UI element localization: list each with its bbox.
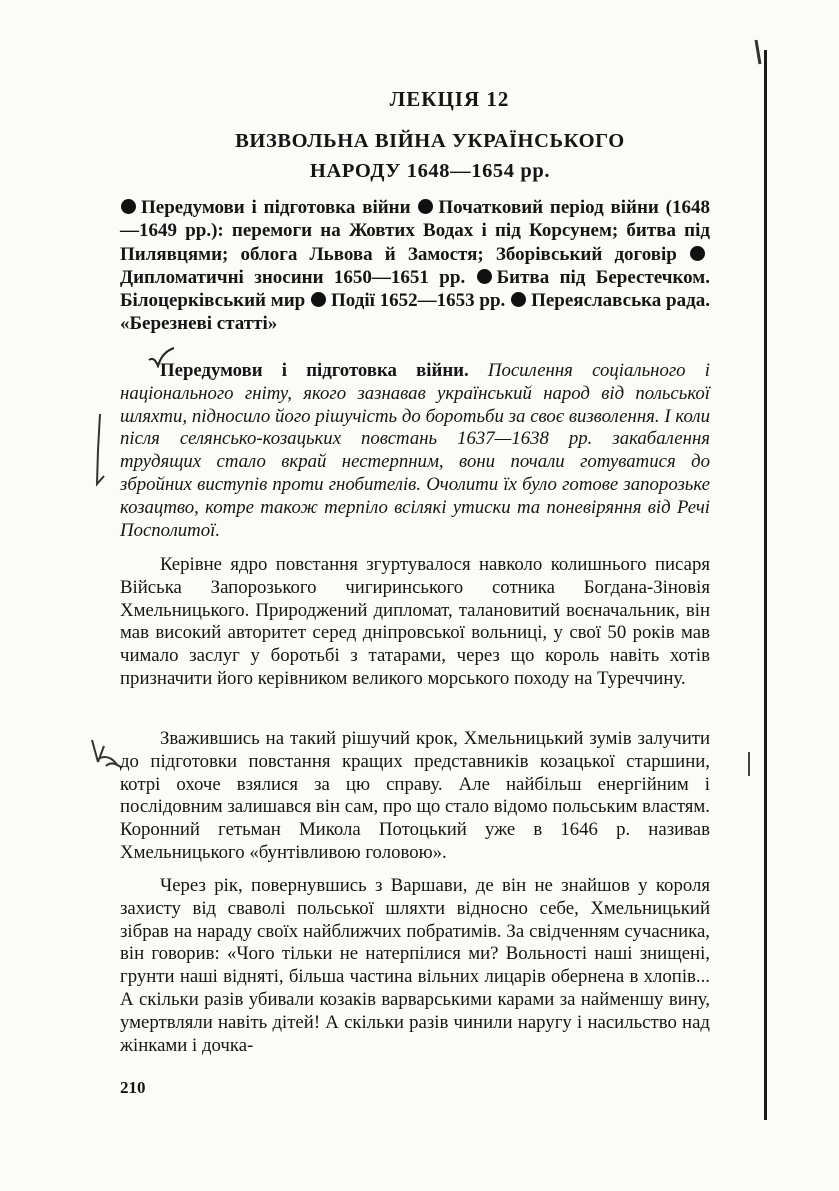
corner-mark [742, 30, 766, 70]
summary-item: Дипломатичні зносини 1650—1651 рр. [120, 266, 466, 288]
bullet-icon [121, 199, 136, 214]
margin-bracket-mark [88, 410, 108, 490]
summary-item: Початковий період війни (1648—1649 рр.): перемоги на Жовтих Водах і під Корсунем; битва під Пилявцями; облога Львова й Замостя; Зборівський договір [120, 197, 710, 265]
intro-paragraph [120, 360, 710, 542]
body-paragraph-1: Керівне ядро повстання згуртувалося навколо колишнього писаря Війська Запорозького чигиринського сотника Богдана-Зіновія Хмельницького. Природжений дипломат, талановитий воєначальник, він мав високий авторитет серед дніпровської вольниці, у свої 50 років мав чимало заслуг у боротьбі з татарами, через що король навіть хотів призначити його керівником великого морського походу на Туреччину. [120, 554, 710, 689]
summary-item: Переяславська рада. «Березневі статті» [120, 290, 710, 335]
summary-item: Події 1652—1653 рр. [330, 290, 506, 312]
intro-text: Посилення соціального і національного гніту, якого зазнавав український народ від польської шляхти, підносило його рішучість до боротьби за своє визволення. І коли після селянсько-козацьких повстань 1637—1638 рр. закабалення трудящих стало вкрай нестерпним, вони почали готуватися до збройних виступів проти гнобителів. Очолити їх було готове запорозьке козацтво, котре також терпіло всілякі утиски та поневіряння від Речі Посполитої. [120, 360, 710, 541]
chapter-title-line-1: ВИЗВОЛЬНА ВІЙНА УКРАЇНСЬКОГО [235, 130, 625, 152]
summary-item: Передумови і підготовка війни [141, 197, 411, 218]
chapter-title-line-2: НАРОДУ 1648—1654 рр. [309, 160, 551, 182]
lecture-heading: ЛЕКЦІЯ 12 [389, 87, 510, 111]
body-paragraph-3: Через рік, повернувшись з Варшави, де він не знайшов у короля захисту від сваволі польської шляхти відносно себе, Хмельницький зібрав на нараду своїх найближчих побратимів. За свідченням сучасника, він говорив: «Чого тільки не натерпілися ми? Вольності наші знищені, грунти наші відняті, більша частина вільних лицарів обернена в хлопів... А скільки разів убивали козаків варварськими карами за найменшу вину, умертвляли навіть дітей! А скільки разів чинили наругу і насильство над жінками і дочка- [120, 875, 710, 1056]
summary-item: Битва під Берестечком. Білоцерківський мир [120, 266, 710, 312]
lecture-summary [120, 196, 710, 336]
bullet-icon [690, 246, 705, 261]
bullet-icon [311, 292, 326, 307]
page-edge-line [764, 50, 767, 1120]
page-number: 210 [120, 1078, 146, 1097]
chapter-title [200, 126, 660, 186]
bullet-icon [511, 292, 526, 307]
bullet-icon [477, 269, 492, 284]
body-paragraph-2: Зважившись на такий рішучий крок, Хмельницький зумів залучити до підготовки повстання кращих представників козацької старшини, котрі охоче взялися за цю справу. Але найбільш енергійним і послідовним залишався він сам, про що стало відомо польським властям. Коронний гетьман Микола Потоцький уже в 1646 р. називав Хмельницького «бунтівливою головою». [120, 728, 710, 863]
margin-tick-mark [742, 750, 756, 780]
bullet-icon [418, 199, 433, 214]
section-heading: Передумови і підготовка війни. [160, 360, 469, 381]
